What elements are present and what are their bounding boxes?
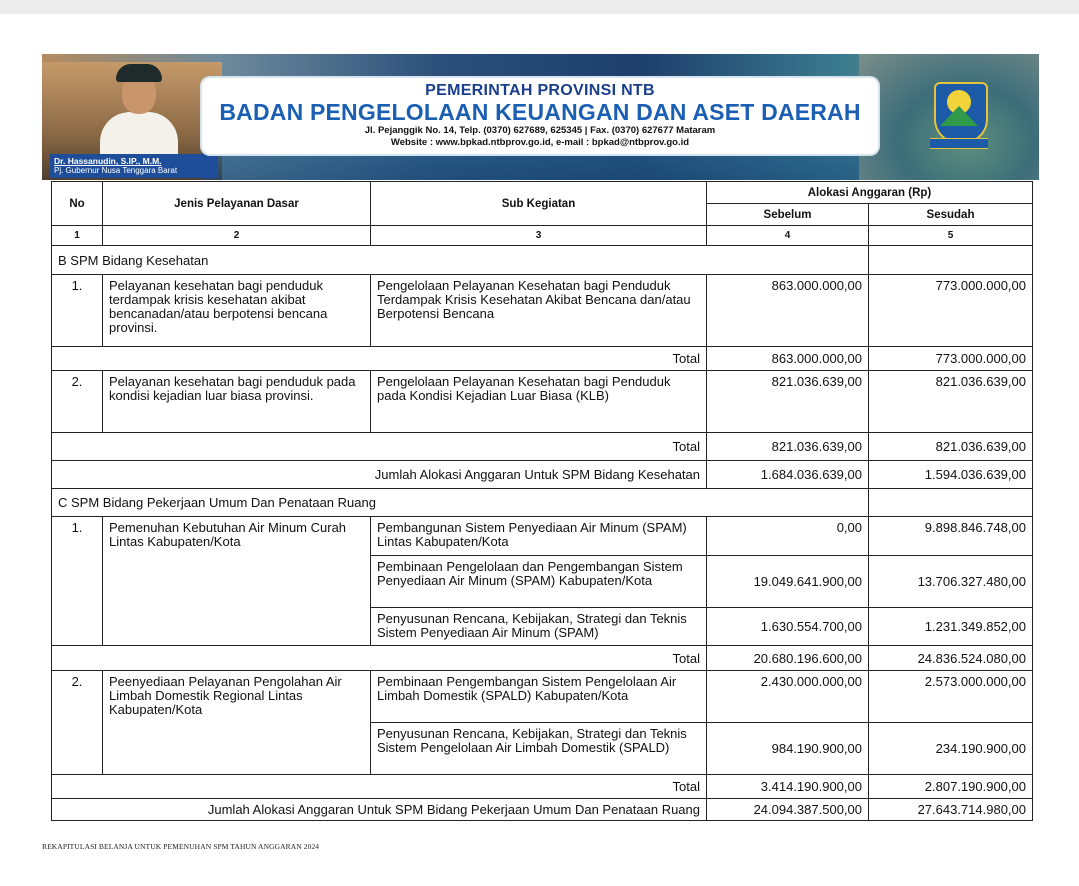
- total-sebelum: 3.414.190.900,00: [707, 775, 869, 799]
- total-sebelum: 20.680.196.600,00: [707, 646, 869, 671]
- total-label: Total: [52, 775, 707, 799]
- row-sesudah: 1.231.349.852,00: [869, 608, 1033, 646]
- row-sesudah: 9.898.846.748,00: [869, 517, 1033, 556]
- total-row: [52, 347, 1033, 371]
- jumlah-sebelum: 24.094.387.500,00: [707, 799, 869, 821]
- row-sub: Penyusunan Rencana, Kebijakan, Strategi dan Teknis Sistem Pengelolaan Air Limbah Domestik (SPALD): [371, 723, 707, 775]
- row-sub: Pembinaan Pengelolaan dan Pengembangan Sistem Penyediaan Air Minum (SPAM) Kabupaten/Kota: [371, 556, 707, 608]
- col-sub: Sub Kegiatan: [371, 182, 707, 226]
- total-sesudah: 821.036.639,00: [869, 433, 1033, 461]
- official-caption: [50, 154, 218, 178]
- total-label: Total: [52, 347, 707, 371]
- org-website: Website : www.bpkad.ntbprov.go.id, e-mail : bpkad@ntbprov.go.id: [390, 137, 690, 148]
- row-sesudah: 234.190.900,00: [869, 723, 1033, 775]
- table-row: [52, 671, 1033, 723]
- row-sesudah: 821.036.639,00: [869, 371, 1033, 433]
- total-sebelum: 863.000.000,00: [707, 347, 869, 371]
- row-no: 2.: [52, 671, 103, 775]
- row-sesudah: 2.573.000.000,00: [869, 671, 1033, 723]
- total-sesudah: 773.000.000,00: [869, 347, 1033, 371]
- index-cell: 5: [869, 226, 1033, 246]
- row-sub: Penyusunan Rencana, Kebijakan, Strategi dan Teknis Sistem Penyediaan Air Minum (SPAM): [371, 608, 707, 646]
- total-row: [52, 775, 1033, 799]
- official-title: Pj. Gubernur Nusa Tenggara Barat: [54, 166, 178, 175]
- jumlah-label: Jumlah Alokasi Anggaran Untuk SPM Bidang Kesehatan: [52, 461, 707, 489]
- jumlah-row: [52, 799, 1033, 821]
- letterhead-banner: [42, 54, 1039, 180]
- row-no: 1.: [52, 517, 103, 646]
- col-no: No: [52, 182, 103, 226]
- section-row-c: [52, 489, 1033, 517]
- col-sesudah: Sesudah: [869, 204, 1033, 226]
- table-row: [52, 371, 1033, 433]
- row-sebelum: 984.190.900,00: [707, 723, 869, 775]
- row-sub: Pembinaan Pengembangan Sistem Pengelolaan Air Limbah Domestik (SPALD) Kabupaten/Kota: [371, 671, 707, 723]
- governor-portrait: [94, 60, 184, 160]
- row-sebelum: 19.049.641.900,00: [707, 556, 869, 608]
- total-sesudah: 24.836.524.080,00: [869, 646, 1033, 671]
- total-label: Total: [52, 433, 707, 461]
- ntb-emblem-icon: [930, 76, 988, 148]
- table-row: [52, 275, 1033, 347]
- official-name: Dr. Hassanudin, S.IP., M.M.: [54, 156, 162, 166]
- row-sesudah: 13.706.327.480,00: [869, 556, 1033, 608]
- total-label: Total: [52, 646, 707, 671]
- row-sesudah: 773.000.000,00: [869, 275, 1033, 347]
- jumlah-label: Jumlah Alokasi Anggaran Untuk SPM Bidang Pekerjaan Umum Dan Penataan Ruang: [52, 799, 707, 821]
- letterhead-title-box: [202, 78, 878, 154]
- col-sebelum: Sebelum: [707, 204, 869, 226]
- index-cell: 1: [52, 226, 103, 246]
- row-sub: Pengelolaan Pelayanan Kesehatan bagi Penduduk pada Kondisi Kejadian Luar Biasa (KLB): [371, 371, 707, 433]
- row-jenis: Pemenuhan Kebutuhan Air Minum Curah Lintas Kabupaten/Kota: [103, 517, 371, 646]
- row-sebelum: 821.036.639,00: [707, 371, 869, 433]
- index-row: [52, 226, 1033, 246]
- row-sub: Pembangunan Sistem Penyediaan Air Minum (SPAM) Lintas Kabupaten/Kota: [371, 517, 707, 556]
- section-row-b: [52, 246, 1033, 275]
- total-row: [52, 433, 1033, 461]
- jumlah-sesudah: 27.643.714.980,00: [869, 799, 1033, 821]
- total-row: [52, 646, 1033, 671]
- row-sub: Pengelolaan Pelayanan Kesehatan bagi Penduduk Terdampak Krisis Kesehatan Akibat Bencana dan/atau Berpotensi Bencana: [371, 275, 707, 347]
- org-address: Jl. Pejanggik No. 14, Telp. (0370) 627689, 625345 | Fax. (0370) 627677 Mataram: [364, 125, 716, 136]
- table-row: [52, 517, 1033, 556]
- jumlah-row: [52, 461, 1033, 489]
- org-line1: PEMERINTAH PROVINSI NTB: [425, 82, 655, 99]
- total-sebelum: 821.036.639,00: [707, 433, 869, 461]
- col-alokasi: Alokasi Anggaran (Rp): [707, 182, 1033, 204]
- jumlah-sebelum: 1.684.036.639,00: [707, 461, 869, 489]
- row-sebelum: 863.000.000,00: [707, 275, 869, 347]
- row-jenis: Peenyediaan Pelayanan Pengolahan Air Limbah Domestik Regional Lintas Kabupaten/Kota: [103, 671, 371, 775]
- table-header-row: [52, 182, 1033, 204]
- row-sebelum: 2.430.000.000,00: [707, 671, 869, 723]
- row-no: 2.: [52, 371, 103, 433]
- total-sesudah: 2.807.190.900,00: [869, 775, 1033, 799]
- row-sebelum: 0,00: [707, 517, 869, 556]
- org-line2: BADAN PENGELOLAAN KEUANGAN DAN ASET DAERAH: [219, 99, 861, 125]
- page-footer: REKAPITULASI BELANJA UNTUK PEMENUHAN SPM TAHUN ANGGARAN 2024: [42, 842, 320, 851]
- index-cell: 2: [103, 226, 371, 246]
- row-no: 1.: [52, 275, 103, 347]
- row-jenis: Pelayanan kesehatan bagi penduduk pada kondisi kejadian luar biasa provinsi.: [103, 371, 371, 433]
- row-jenis: Pelayanan kesehatan bagi penduduk terdampak krisis kesehatan akibat bencanadan/atau berpotensi bencana provinsi.: [103, 275, 371, 347]
- section-title: C SPM Bidang Pekerjaan Umum Dan Penataan Ruang: [52, 489, 869, 517]
- index-cell: 4: [707, 226, 869, 246]
- section-title: B SPM Bidang Kesehatan: [52, 246, 869, 275]
- viewer-top-bar: [0, 0, 1079, 14]
- col-jenis: Jenis Pelayanan Dasar: [103, 182, 371, 226]
- row-sebelum: 1.630.554.700,00: [707, 608, 869, 646]
- spm-budget-table: [51, 181, 1033, 821]
- jumlah-sesudah: 1.594.036.639,00: [869, 461, 1033, 489]
- index-cell: 3: [371, 226, 707, 246]
